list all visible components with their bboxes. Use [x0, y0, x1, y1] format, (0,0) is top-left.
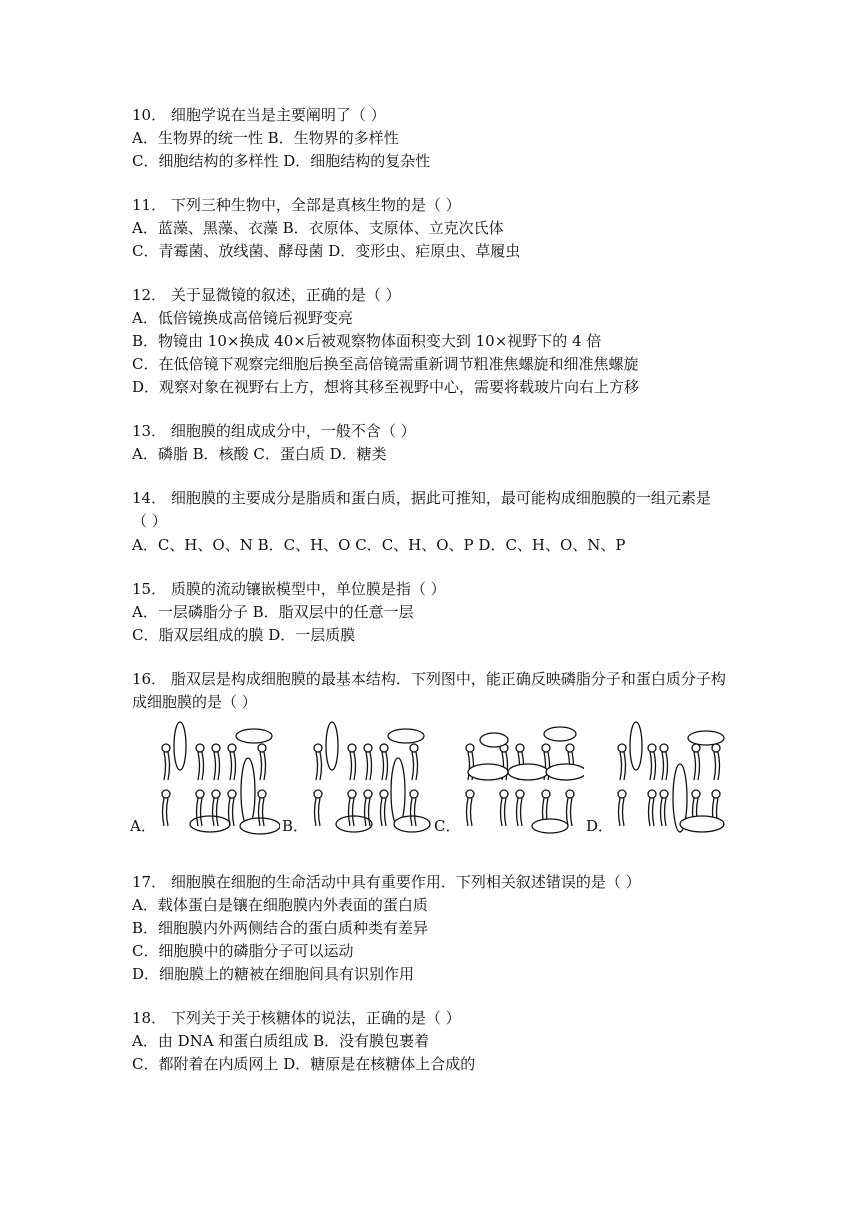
q15-option-line-2: C．脂双层组成的膜 D．一层质膜	[132, 626, 356, 644]
q12-stem: 12． 关于显微镜的叙述，正确的是（ ）	[132, 286, 401, 304]
q12-option-a: A．低倍镜换成高倍镜后视野变亮	[132, 309, 353, 327]
q15-stem: 15． 质膜的流动镶嵌模型中，单位膜是指（ ）	[132, 580, 446, 598]
figure-d	[584, 716, 734, 840]
q14-options: A．C、H、O、N B．C、H、O C．C、H、O、P D．C、H、O、N、P	[132, 536, 626, 554]
q13-stem: 13． 细胞膜的组成成分中，一般不含（ ）	[132, 422, 416, 440]
figure-c	[432, 716, 582, 840]
figure-c-diagram	[454, 716, 584, 840]
figure-d-label: D．	[586, 817, 614, 835]
figure-b-label: B．	[282, 817, 309, 835]
q13-options: A．磷脂 B．核酸 C．蛋白质 D．糖类	[132, 445, 387, 463]
q10-stem: 10． 细胞学说在当是主要阐明了（ ）	[132, 106, 386, 124]
figure-a-diagram	[150, 716, 280, 840]
q12-option-c: C．在低倍镜下观察完细胞后换至高倍镜需重新调节粗准焦螺旋和细准焦螺旋	[132, 355, 639, 373]
q18-option-line-2: C．都附着在内质网上 D．糖原是在核糖体上合成的	[132, 1055, 476, 1073]
q17-option-c: C．细胞膜中的磷脂分子可以运动	[132, 942, 354, 960]
membrane-figures	[128, 716, 738, 840]
q11-option-line-2: C．青霉菌、放线菌、酵母菌 D．变形虫、疟原虫、草履虫	[132, 242, 521, 260]
q18-option-line-1: A．由 DNA 和蛋白质组成 B．没有膜包裹着	[132, 1032, 430, 1050]
q17-option-a: A．载体蛋白是镶在细胞膜内外表面的蛋白质	[132, 896, 428, 914]
q17-option-b: B．细胞膜内外两侧结合的蛋白质种类有差异	[132, 919, 429, 937]
q10-option-line-1: A．生物界的统一性 B．生物界的多样性	[132, 129, 399, 147]
q16-stem-cont: 成细胞膜的是（ ）	[132, 693, 257, 711]
q11-option-line-1: A．蓝藻、黑藻、衣藻 B．衣原体、支原体、立克次氏体	[132, 219, 504, 237]
figure-b	[280, 716, 430, 840]
figure-d-diagram	[606, 716, 736, 840]
figure-c-label: C．	[434, 817, 461, 835]
q18-stem: 18． 下列关于关于核糖体的说法，正确的是（ ）	[132, 1009, 461, 1027]
q11-stem: 11． 下列三种生物中，全部是真核生物的是（ ）	[132, 196, 461, 214]
q17-stem: 17． 细胞膜在细胞的生命活动中具有重要作用．下列相关叙述错误的是（ ）	[132, 873, 641, 891]
figure-b-diagram	[302, 716, 432, 840]
q16-stem: 16． 脂双层是构成细胞膜的最基本结构．下列图中，能正确反映磷脂分子和蛋白质分子构	[132, 670, 726, 688]
figure-a-label: A．	[130, 817, 156, 835]
q17-option-d: D．细胞膜上的糖被在细胞间具有识别作用	[132, 965, 415, 983]
q15-option-line-1: A．一层磷脂分子 B．脂双层中的任意一层	[132, 603, 414, 621]
q12-option-d: D．观察对象在视野右上方，想将其移至视野中心，需要将载玻片向右上方移	[132, 378, 640, 396]
figure-a	[128, 716, 278, 840]
q14-stem-cont: （ ）	[132, 512, 167, 530]
q10-option-line-2: C．细胞结构的多样性 D．细胞结构的复杂性	[132, 152, 431, 170]
q14-stem: 14． 细胞膜的主要成分是脂质和蛋白质，据此可推知，最可能构成细胞膜的一组元素是	[132, 489, 711, 507]
q12-option-b: B．物镜由 10×换成 40×后被观察物体面积变大到 10×视野下的 4 倍	[132, 332, 602, 350]
